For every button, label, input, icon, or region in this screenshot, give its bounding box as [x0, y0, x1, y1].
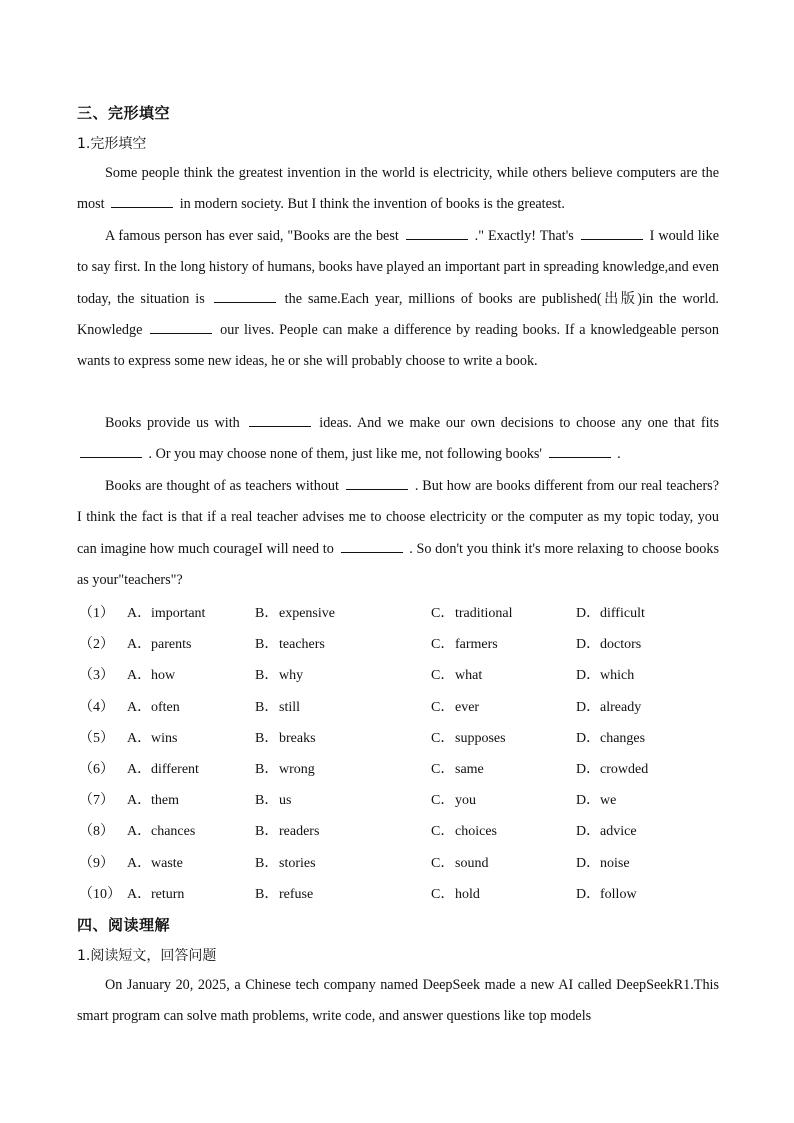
option-text: changes — [600, 730, 646, 746]
option-letter: A． — [127, 637, 152, 653]
option-letter: B． — [255, 668, 279, 684]
option-d[interactable] — [576, 633, 641, 653]
option-b[interactable] — [255, 789, 291, 809]
question-number: （4） — [79, 699, 114, 715]
question-number: （8） — [79, 824, 114, 840]
option-c[interactable] — [431, 758, 484, 778]
option-d[interactable] — [576, 602, 645, 622]
option-row — [77, 814, 719, 845]
option-b[interactable] — [255, 696, 300, 716]
option-c[interactable] — [431, 883, 480, 903]
option-letter: A． — [127, 793, 152, 809]
option-text: wins — [151, 730, 178, 746]
option-text: expensive — [279, 606, 335, 621]
question-number: （9） — [79, 855, 114, 871]
option-row — [77, 627, 719, 658]
option-text: what — [455, 668, 483, 684]
option-text: you — [455, 793, 476, 809]
option-letter: B． — [255, 699, 279, 715]
option-text: ever — [455, 699, 480, 715]
option-letter: B． — [255, 855, 279, 871]
blank-3 — [581, 227, 643, 240]
reading-paragraph — [77, 970, 719, 1033]
option-a[interactable] — [127, 633, 191, 653]
option-d[interactable] — [576, 758, 648, 778]
section-heading-reading: 四、阅读理解 — [77, 916, 171, 934]
text: . — [613, 446, 621, 463]
option-text: refuse — [279, 886, 314, 902]
option-b[interactable] — [255, 664, 303, 684]
option-b[interactable] — [255, 758, 315, 778]
option-a[interactable] — [127, 758, 199, 778]
option-c[interactable] — [431, 727, 506, 747]
option-letter: A． — [127, 606, 152, 621]
option-text: farmers — [455, 637, 498, 653]
option-text: traditional — [455, 606, 513, 621]
option-text: still — [279, 699, 301, 715]
question-number: （1） — [79, 606, 114, 621]
option-c[interactable] — [431, 664, 482, 684]
option-a[interactable] — [127, 789, 179, 809]
option-a[interactable] — [127, 820, 195, 840]
option-text: us — [279, 793, 292, 809]
option-letter: C． — [431, 886, 455, 902]
option-letter: C． — [431, 699, 455, 715]
text: the same.Each year, millions of books are published(出版)in the world. Knowledge — [77, 290, 719, 338]
option-letter: D． — [576, 855, 601, 871]
text: . But how are books different from our real teachers? I think the fact is that if a real teacher advises me to choose electricity or the computer as my topic today, you can imagine how much courageI will need to — [77, 478, 719, 557]
option-d[interactable] — [576, 820, 637, 840]
option-letter: A． — [127, 699, 152, 715]
option-a[interactable] — [127, 883, 184, 903]
question-title-cloze: 1.完形填空 — [77, 136, 147, 152]
text: ideas. And we make our own decisions to choose any one that fits — [313, 415, 719, 431]
option-text: advice — [600, 824, 637, 840]
option-letter: A． — [127, 824, 152, 840]
option-row — [77, 690, 719, 721]
option-d[interactable] — [576, 852, 630, 872]
option-letter: B． — [255, 793, 279, 809]
option-text: difficult — [600, 606, 645, 621]
option-text: hold — [455, 886, 480, 902]
option-letter: D． — [576, 886, 601, 902]
paragraph-3 — [77, 408, 719, 471]
option-c[interactable] — [431, 696, 479, 716]
option-text: important — [151, 606, 206, 621]
option-letter: B． — [255, 637, 279, 653]
option-letter: D． — [576, 668, 601, 684]
option-row — [77, 658, 719, 689]
text: I would like to say first. In the long history of humans, books have played an important part in spreading knowledge,and even today, the situation is — [77, 228, 720, 307]
option-b[interactable] — [255, 820, 319, 840]
question-number: （5） — [79, 730, 114, 746]
option-c[interactable] — [431, 602, 513, 622]
option-letter: C． — [431, 730, 455, 746]
option-letter: D． — [576, 606, 601, 621]
option-letter: A． — [127, 761, 152, 777]
option-letter: A． — [127, 855, 152, 871]
option-letter: C． — [431, 855, 455, 871]
option-text: doctors — [600, 637, 642, 653]
question-number: （7） — [79, 793, 114, 809]
paragraph-1 — [77, 158, 719, 221]
option-text: already — [600, 699, 642, 715]
text: Some people think the greatest invention in the world is electricity, while others believe computers are the most — [77, 165, 719, 213]
option-text: parents — [151, 637, 192, 653]
option-c[interactable] — [431, 789, 476, 809]
option-b[interactable] — [255, 727, 316, 747]
option-text: often — [151, 699, 180, 715]
blank-6 — [249, 414, 311, 427]
blank-9 — [346, 477, 408, 490]
option-b[interactable] — [255, 883, 313, 903]
option-text: readers — [279, 824, 320, 840]
option-text: different — [151, 761, 199, 777]
blank-7 — [80, 445, 142, 458]
blank-8 — [549, 445, 611, 458]
option-a[interactable] — [127, 602, 205, 622]
text: Books are thought of as teachers without — [105, 478, 343, 494]
option-text: same — [455, 761, 484, 777]
option-letter: B． — [255, 730, 279, 746]
option-letter: B． — [255, 606, 279, 621]
text: in modern society. But I think the invention of books is the greatest. — [176, 196, 565, 213]
option-letter: C． — [431, 793, 455, 809]
option-d[interactable] — [576, 789, 616, 809]
option-letter: D． — [576, 793, 601, 809]
option-letter: B． — [255, 761, 279, 777]
option-d[interactable] — [576, 883, 637, 903]
option-d[interactable] — [576, 664, 634, 684]
option-text: choices — [455, 824, 497, 840]
blank-4 — [214, 290, 276, 303]
option-row — [77, 877, 719, 908]
option-a[interactable] — [127, 852, 183, 872]
option-letter: D． — [576, 699, 601, 715]
option-text: stories — [279, 855, 316, 871]
option-c[interactable] — [431, 633, 498, 653]
option-d[interactable] — [576, 696, 641, 716]
option-letter: D． — [576, 637, 601, 653]
option-c[interactable] — [431, 820, 497, 840]
option-row — [77, 721, 719, 752]
option-text: them — [151, 793, 179, 809]
option-b[interactable] — [255, 852, 316, 872]
option-letter: C． — [431, 637, 455, 653]
option-row — [77, 752, 719, 783]
blank-2 — [406, 227, 468, 240]
option-letter: C． — [431, 824, 455, 840]
option-row — [77, 596, 719, 627]
question-number: （2） — [79, 637, 114, 653]
option-text: supposes — [455, 730, 506, 746]
option-a[interactable] — [127, 696, 180, 716]
blank-10 — [341, 540, 403, 553]
option-letter: C． — [431, 761, 455, 777]
option-letter: C． — [431, 606, 455, 621]
option-a[interactable] — [127, 727, 177, 747]
question-number: （6） — [79, 761, 114, 777]
option-text: which — [600, 668, 635, 684]
option-d[interactable] — [576, 727, 645, 747]
text: A famous person has ever said, "Books are the best — [105, 228, 403, 244]
option-letter: A． — [127, 886, 152, 902]
question-number: （3） — [79, 668, 114, 684]
option-text: how — [151, 668, 176, 684]
question-number: （10） — [79, 886, 121, 902]
text: ." Exactly! That's — [470, 228, 578, 244]
option-text: return — [151, 886, 185, 902]
text: On January 20, 2025, a Chinese tech company named DeepSeek made a new AI called DeepSeekR1.This smart program can solve math problems, write code, and answer questions like top models — [77, 977, 719, 1025]
option-text: chances — [151, 824, 196, 840]
option-letter: D． — [576, 824, 601, 840]
option-letter: A． — [127, 668, 152, 684]
option-letter: D． — [576, 730, 601, 746]
text: our lives. People can make a difference by reading books. If a knowledgeable person wants to express some new ideas, he or she will probably choose to write a book. — [77, 321, 719, 370]
option-text: noise — [600, 855, 630, 871]
option-text: breaks — [279, 730, 316, 746]
options-list — [77, 596, 719, 908]
option-row — [77, 846, 719, 877]
option-b[interactable] — [255, 633, 325, 653]
option-letter: D． — [576, 761, 601, 777]
option-letter: B． — [255, 824, 279, 840]
option-text: wrong — [279, 761, 315, 777]
option-text: waste — [151, 855, 183, 871]
paragraph-2 — [77, 221, 719, 377]
option-c[interactable] — [431, 852, 488, 872]
option-b[interactable] — [255, 602, 335, 622]
option-text: sound — [455, 855, 489, 871]
option-letter: A． — [127, 730, 152, 746]
text: . Or you may choose none of them, just like me, not following books' — [145, 446, 546, 463]
option-row — [77, 783, 719, 814]
option-text: why — [279, 668, 304, 684]
option-a[interactable] — [127, 664, 175, 684]
option-text: we — [600, 793, 617, 809]
paragraph-4 — [77, 471, 719, 596]
text: Books provide us with — [105, 415, 246, 431]
option-letter: B． — [255, 886, 279, 902]
section-heading-cloze: 三、完形填空 — [77, 104, 171, 122]
option-letter: C． — [431, 668, 455, 684]
option-text: crowded — [600, 761, 649, 777]
blank-1 — [111, 195, 173, 208]
blank-5 — [150, 321, 212, 334]
option-text: teachers — [279, 637, 325, 653]
question-title-reading: 1.阅读短文，回答问题 — [77, 948, 217, 964]
option-text: follow — [600, 886, 637, 902]
text: . So don't you think it's more relaxing to choose books as your"teachers"? — [77, 540, 719, 588]
